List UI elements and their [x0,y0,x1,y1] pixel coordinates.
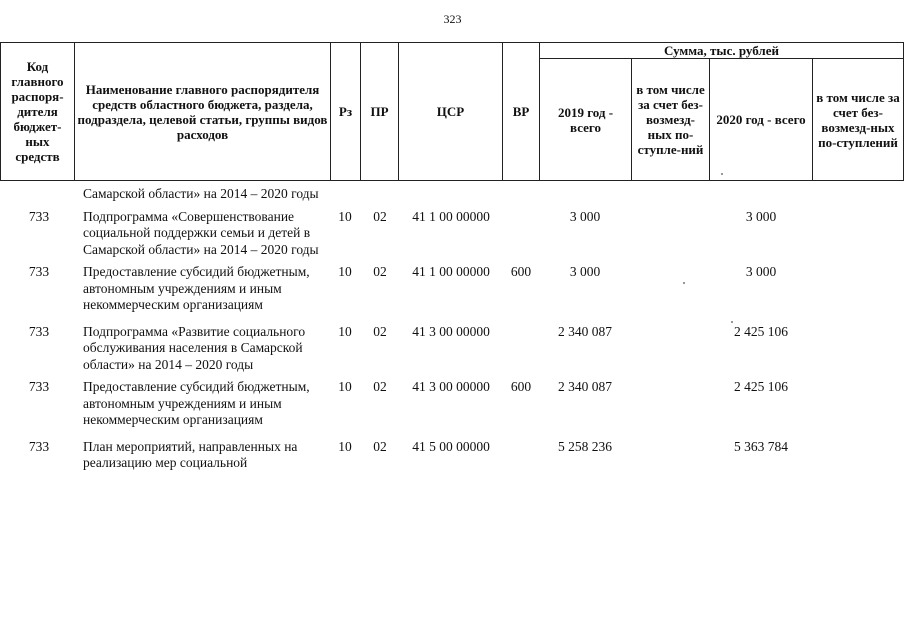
row-csr: 41 1 00 00000 [412,208,490,224]
table-row [0,186,905,203]
table-row [0,264,905,314]
row-code: 733 [28,208,50,224]
row-csr: 41 5 00 00000 [412,438,490,454]
table-row [0,209,905,259]
row-rz: 10 [338,323,352,339]
header-sum: Сумма, тыс. рублей [540,43,904,59]
row-2019: 3 000 [569,264,601,279]
row-code: 733 [28,379,50,394]
row-name: Самарской области» на 2014 – 2020 годы [83,186,319,201]
table-row [0,324,905,374]
row-code: 733 [28,264,50,279]
row-vr: 600 [510,264,532,279]
header-vr: ВР [503,43,540,181]
row-rz: 10 [338,438,352,454]
row-2020: 2 425 106 [734,323,788,339]
header-2019-free: в том числе за счет без-возмезд-ных по-ступле-ний [632,59,710,181]
row-2019: 3 000 [569,208,601,224]
row-pr: 02 [373,323,387,339]
row-2019: 2 340 087 [558,323,612,339]
header-csr: ЦСР [399,43,503,181]
row-rz: 10 [338,379,352,394]
row-name: Предоставление субсидий бюджетным, автономным учреждениям и иным некоммерческим организациям [83,264,310,312]
row-2019: 5 258 236 [558,438,612,454]
table-row [0,379,905,429]
scan-speck [731,321,733,323]
scan-speck [721,173,723,175]
row-csr: 41 1 00 00000 [412,264,490,279]
table-header [0,42,904,181]
row-pr: 02 [373,208,387,224]
header-rz: Рз [331,43,361,181]
row-2019: 2 340 087 [558,379,612,394]
row-2020: 5 363 784 [734,438,788,454]
row-csr: 41 3 00 00000 [412,323,490,339]
row-rz: 10 [338,264,352,279]
row-pr: 02 [373,438,387,454]
row-vr: 600 [510,379,532,394]
row-code: 733 [28,323,50,339]
row-rz: 10 [338,208,352,224]
row-code: 733 [28,438,50,454]
row-name: Подпрограмма «Развитие социального обслуживания населения в Самарской области» на 2014 – 2020 годы [83,323,306,372]
row-name: План мероприятий, направленных на реализацию мер социальной [83,438,298,470]
row-pr: 02 [373,264,387,279]
table-body [0,186,905,472]
page-number: 323 [443,12,462,26]
row-2020: 2 425 106 [734,379,788,394]
header-code: Код главного распоря-дителя бюджет-ных средств [1,43,75,181]
header-2020-total: 2020 год - всего [710,59,813,181]
header-2019-total: 2019 год - всего [540,59,632,181]
row-2020: 3 000 [745,208,777,224]
header-pr: ПР [361,43,399,181]
header-name: Наименование главного распорядителя средств областного бюджета, раздела, подраздела, целевой статьи, группы видов расходов [75,43,331,181]
row-2020: 3 000 [745,264,777,279]
header-2020-free: в том числе за счет без-возмезд-ных по-ступлений [813,59,904,181]
table-row [0,439,905,472]
row-name: Предоставление субсидий бюджетным, автономным учреждениям и иным некоммерческим организациям [83,379,310,427]
scan-speck [683,282,685,284]
row-pr: 02 [373,379,387,394]
row-csr: 41 3 00 00000 [412,379,490,394]
row-name: Подпрограмма «Совершенствование социальной поддержки семьи и детей в Самарской области» на 2014 – 2020 годы [83,208,319,257]
